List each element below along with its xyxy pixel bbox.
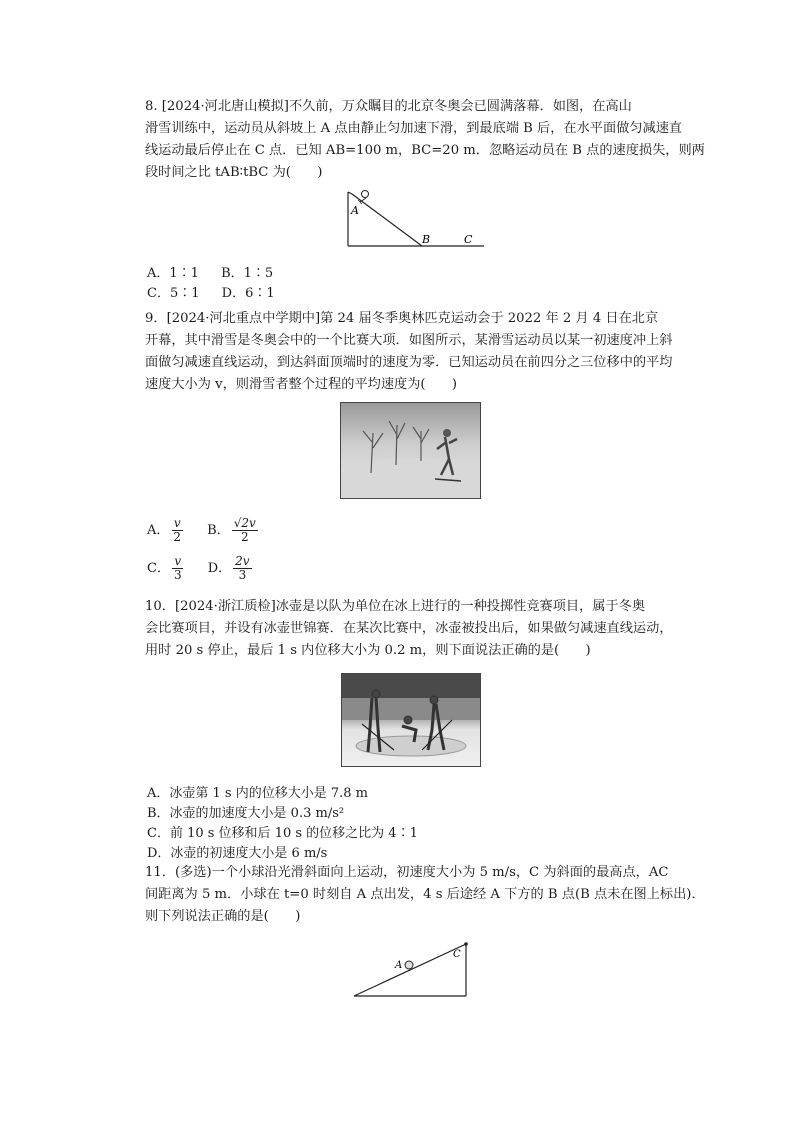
option-d[interactable]: D．6∶1 <box>221 286 275 301</box>
question-9-line: 面做匀减速直线运动，到达斜面顶端时的速度为零．已知运动员在前四分之三位移中的平均 <box>145 355 673 370</box>
question-11-line: 11．(多选)一个小球沿光滑斜面向上运动，初速度大小为 5 m/s，C 为斜面的最高点，AC <box>145 865 669 880</box>
option-d[interactable]: D．冰壶的初速度大小是 6 m/s <box>147 846 328 861</box>
option-b[interactable]: B．1∶5 <box>221 266 274 281</box>
label-b: B <box>422 233 431 246</box>
option-a[interactable]: A．1∶1 <box>147 266 199 281</box>
question-9-line: 9．[2024·河北重点中学期中]第 24 届冬季奥林匹克运动会于 2022 年 2 月 4 日在北京 <box>145 311 659 326</box>
curling-photo <box>341 673 481 767</box>
option-d[interactable]: D． $\frac{2v}{3}$ <box>207 554 250 582</box>
option-a[interactable]: A．冰壶第 1 s 内的位移大小是 7.8 m <box>147 786 368 801</box>
question-11 <box>145 862 705 928</box>
question-9-line: 开幕，其中滑雪是冬奥会中的一个比赛大项．如图所示，某滑雪运动员以某一初速度冲上斜 <box>145 333 673 348</box>
question-9-options <box>147 512 278 588</box>
question-11-line: 间距离为 5 m．小球在 t=0 时刻自 A 点出发，4 s 后途经 A 下方的 B 点(B 点未在图上标出)． <box>145 887 705 902</box>
option-c[interactable]: C． $\frac{v}{3}$ <box>147 554 182 582</box>
option-a[interactable]: A． $\frac{v}{2}$ <box>147 516 182 544</box>
question-10-line: 用时 20 s 停止，最后 1 s 内位移大小为 0.2 m，则下面说法正确的是( ) <box>145 643 591 658</box>
label-a: A <box>395 960 403 971</box>
option-b[interactable]: B． $\frac{√2v}{2}$ <box>207 516 256 544</box>
skier-photo <box>340 402 481 499</box>
option-b[interactable]: B．冰壶的加速度大小是 0.3 m/s² <box>147 806 345 821</box>
question-8-line: 8. [2024·河北唐山模拟]不久前，万众瞩目的北京冬奥会已圆满落幕．如图，在高山 <box>145 99 632 114</box>
question-8-line: 线运动最后停止在 C 点．已知 AB=100 m，BC=20 m．忽略运动员在 B 点的速度损失，则两 <box>145 143 705 158</box>
label-a: A <box>351 204 359 217</box>
question-10-line: 10．[2024·浙江质检]冰壶是以队为单位在冰上进行的一种投掷性竞赛项目，属于冬奥 <box>145 599 646 614</box>
incline-diagram-q11 <box>352 940 472 1000</box>
question-8-line: 滑雪训练中，运动员从斜坡上 A 点由静止匀加速下滑，到最底端 B 后，在水平面做匀减速直 <box>145 121 683 136</box>
option-c[interactable]: C．5∶1 <box>147 286 200 301</box>
question-11-line: 则下列说法正确的是( ) <box>145 909 301 924</box>
question-10-options <box>147 784 418 864</box>
question-8 <box>145 96 705 184</box>
question-9 <box>145 308 673 396</box>
question-8-options <box>147 264 293 304</box>
slope-diagram-q8 <box>338 186 488 250</box>
question-10 <box>145 596 673 662</box>
label-c: C <box>453 949 461 960</box>
question-8-line: 段时间之比 tAB∶tBC 为( ) <box>145 165 323 180</box>
question-9-line: 速度大小为 v，则滑雪者整个过程的平均速度为( ) <box>145 377 458 392</box>
question-10-line: 会比赛项目，并设有冰壶世锦赛．在某次比赛中，冰壶被投出后，如果做匀减速直线运动， <box>145 621 673 636</box>
option-c[interactable]: C．前 10 s 位移和后 10 s 的位移之比为 4∶1 <box>147 826 418 841</box>
label-c: C <box>464 233 473 246</box>
